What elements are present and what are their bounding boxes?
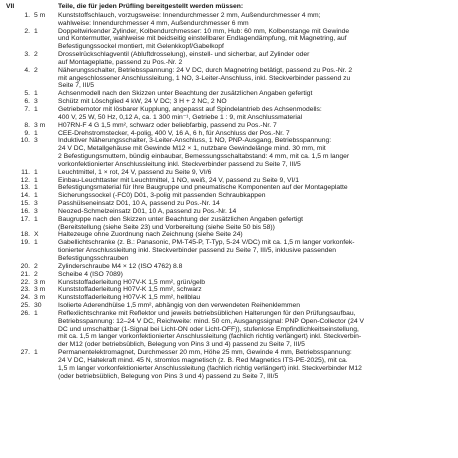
item-number: 3. <box>24 51 30 59</box>
item-description-line: 400 V, 25 W, 50 Hz, 0,12 A, ca. 1 300 min⁻¹, Getriebe 1 : 9, mit Anschlussmaterial <box>58 113 303 121</box>
item-quantity: 2 <box>34 270 38 278</box>
item-quantity: 1 <box>34 215 38 223</box>
item-quantity: 1 <box>34 192 38 200</box>
item-quantity: 1 <box>34 184 38 192</box>
item-description-line: Kunststoffaderleitung H07V-K 1,5 mm², grün/gelb <box>58 278 205 286</box>
list-item <box>4 177 454 185</box>
item-description-line: Seite 7, III/5 <box>58 82 95 90</box>
item-description-line: Leuchtmittel, 1 × rot, 24 V, passend zu Seite 9, VI/6 <box>58 168 212 176</box>
item-quantity: 1 <box>34 176 38 184</box>
item-description-line: (oder betriebsüblich, Belegung von Pins 3 und 4) passend zu Seite 7, III/5 <box>58 372 279 380</box>
item-description <box>58 98 454 106</box>
item-number: 9. <box>24 129 30 137</box>
item-number: 23. <box>20 286 30 294</box>
list-item <box>4 90 454 98</box>
list-item <box>4 294 454 302</box>
parts-list <box>4 12 454 381</box>
item-quantity: 30 <box>34 302 42 310</box>
item-description <box>58 137 454 168</box>
list-item <box>4 51 454 67</box>
list-item <box>4 192 454 200</box>
item-description-line: und Kontermutter, wahlweise mit beidseitig einstellbarer Endlagendämpfung, mit Magnetring, auf <box>58 35 347 43</box>
item-description <box>58 67 454 91</box>
item-description-line: H07RN-F 4 G 1,5 mm², schwarz oder beliebfarbig, passend zu Pos.-Nr. 7 <box>58 121 277 129</box>
list-item <box>4 28 454 52</box>
item-description-line: Haltezeuge ohne Zuordnung nach Zeichnung (siehe Seite 24) <box>58 231 243 239</box>
item-description <box>58 231 454 239</box>
item-description-line: 1,5 m langer vorkonfektionierter Anschlussleitung (fachlich richtig verlängert) inkl. Steckverbinder M12 <box>58 364 362 372</box>
list-item <box>4 279 454 287</box>
item-number: 12. <box>20 176 30 184</box>
item-description-line: auf Montageplatte, passend zu Pos.-Nr. 2 <box>58 58 183 66</box>
item-description-line: 24 V DC, Haltekraft mind. 45 N, stromlos magnetisch (z. B. Red Magnetics ITS-PE-2025), mit ca. <box>58 356 348 364</box>
item-number: 1. <box>24 11 30 19</box>
item-description-line: Neozed-Schmelzeinsatz D01, 10 A, passend zu Pos.-Nr. 14 <box>58 207 237 215</box>
item-number: 7. <box>24 105 30 113</box>
item-number: 17. <box>20 215 30 223</box>
item-description-line: Passhülseneinsatz D01, 10 A, passend zu Pos.-Nr. 14 <box>58 200 220 208</box>
item-description <box>58 51 454 67</box>
item-description <box>58 177 454 185</box>
item-quantity: X <box>34 231 39 239</box>
item-description-line: Getriebemotor mit lösbarer Kupplung, angepasst auf Spindelantrieb des Achsenmodells: <box>58 105 322 113</box>
item-description <box>58 90 454 98</box>
item-description-line: Isolierte Aderendhülse 1,5 mm², abhängig von den verwendeten Reihenklemmen <box>58 302 301 310</box>
item-description <box>58 310 454 349</box>
item-quantity: 2 <box>34 51 38 59</box>
item-description-line: Kunststoffaderleitung H07V-K 1,5 mm², schwarz <box>58 286 202 294</box>
list-item <box>4 67 454 91</box>
item-description <box>58 294 454 302</box>
item-description-line: mit ca. 1,5 m langer vorkonfektionierter Anschlussleitung (fachlich richtig verlängert) inkl. Steckverbin- <box>58 333 362 341</box>
item-description <box>58 302 454 310</box>
list-item <box>4 239 454 263</box>
item-description-line: Näherungsschalter, Betriebsspannung: 24 V DC, durch Magnetring betätigt, passend zu Pos.-Nr. 2 <box>58 66 353 74</box>
item-number: 8. <box>24 121 30 129</box>
list-item <box>4 184 454 192</box>
item-description-line: Kunststoffschlauch, vorzugsweise: Innendurchmesser 2 mm, Außendurchmesser 4 mm; <box>58 11 321 19</box>
item-number: 22. <box>20 278 30 286</box>
item-description-line: Einbau-Leuchttaster mit Leuchtmittel, 1 NO, weiß, 24 V, passend zu Seite 9, VI/1 <box>58 176 300 184</box>
item-quantity: 1 <box>34 168 38 176</box>
item-description <box>58 216 454 232</box>
list-item <box>4 231 454 239</box>
item-quantity: 1 <box>34 129 38 137</box>
list-item <box>4 302 454 310</box>
item-quantity: 1 <box>34 105 38 113</box>
item-description-line: Permanentelektromagnet, Durchmesser 20 mm, Höhe 25 mm, Gewinde 4 mm, Betriebsspannung: <box>58 349 352 357</box>
item-quantity: 3 <box>34 98 38 106</box>
item-quantity: 1 <box>34 239 38 247</box>
item-quantity: 1 <box>34 309 38 317</box>
list-item <box>4 310 454 349</box>
list-item <box>4 98 454 106</box>
item-description <box>58 106 454 122</box>
item-description <box>58 271 454 279</box>
item-number: 10. <box>20 137 30 145</box>
item-quantity: 1 <box>34 90 38 98</box>
list-item <box>4 286 454 294</box>
item-quantity: 3 <box>34 207 38 215</box>
item-description <box>58 122 454 130</box>
item-description <box>58 349 454 380</box>
list-item <box>4 216 454 232</box>
item-number: 26. <box>20 309 30 317</box>
item-quantity: 3 <box>34 137 38 145</box>
item-description-line: 24 V DC, Metallgehäuse mit Gewinde M12 × 1, nutzbare Gewindelänge mind. 30 mm, mit <box>58 145 326 153</box>
item-description <box>58 130 454 138</box>
item-description-line: Gabellichtschranke (z. B.: Panasonic, PM-T45-P, T-Typ, 5-24 V/DC) mit ca. 1,5 m langer vorkonfek- <box>58 239 355 247</box>
item-description-line: Doppeltwirkender Zylinder, Kolbendurchmesser: 10 mm, Hub: 60 mm, Kolbenstange mit Gewinde <box>58 27 350 35</box>
item-number: 16. <box>20 207 30 215</box>
list-item <box>4 200 454 208</box>
item-description <box>58 263 454 271</box>
item-description-line: der M12 (oder betriebsüblich, Belegung von Pins 3 und 4) passend zu Seite 7, III/5 <box>58 341 305 349</box>
list-item <box>4 106 454 122</box>
item-number: 24. <box>20 294 30 302</box>
item-quantity: 3 m <box>34 121 46 129</box>
item-quantity: 5 m <box>34 11 46 19</box>
item-description <box>58 279 454 287</box>
item-quantity: 3 <box>34 200 38 208</box>
item-number: 20. <box>20 262 30 270</box>
item-number: 6. <box>24 98 30 106</box>
list-item <box>4 122 454 130</box>
item-number: 13. <box>20 184 30 192</box>
item-number: 18. <box>20 231 30 239</box>
item-description <box>58 184 454 192</box>
item-quantity: 1 <box>34 349 38 357</box>
item-number: 4. <box>24 66 30 74</box>
item-description-line: Betriebsspannung: 12–24 V DC, Reichweite: mind. 50 cm, Ausgangssignal: PNP Open-Collector (24 V <box>58 317 365 325</box>
item-description <box>58 208 454 216</box>
list-item <box>4 349 454 380</box>
item-description-line: Befestigungsschrauben <box>58 255 129 262</box>
list-item <box>4 271 454 279</box>
item-description <box>58 239 454 263</box>
item-quantity: 1 <box>34 27 38 35</box>
item-description <box>58 12 454 28</box>
item-description <box>58 286 454 294</box>
list-item <box>4 12 454 28</box>
item-quantity: 3 m <box>34 278 46 286</box>
item-number: 2. <box>24 27 30 35</box>
item-description-line: Kunststoffaderleitung H07V-K 1,5 mm², hellblau <box>58 294 201 302</box>
item-number: 27. <box>20 349 30 357</box>
item-description-line: Befestigungsmaterial für Ihre Baugruppe und pneumatische Komponenten auf der Montageplatte <box>58 184 348 192</box>
item-description-line: Scheibe 4 (ISO 7089) <box>58 270 123 278</box>
item-description-line: Sicherungssockel (-FC0) D01, 3-polig mit passenden Schraubkappen <box>58 192 266 200</box>
item-number: 19. <box>20 239 30 247</box>
item-description-line: CEE-Drehstromstecker, 4-polig, 400 V, 16 A, 6 h, für Anschluss der Pos.-Nr. 7 <box>58 129 290 137</box>
item-quantity: 2 <box>34 262 38 270</box>
section-number: VII <box>6 3 15 10</box>
item-description-line: tionierter Anschlussleitung inkl. Steckverbinder passend zu Seite 7, III/5, inklusive passenden <box>58 247 337 255</box>
item-description-line: (Bereitstellung (siehe Seite 23) und Vorbereitung (siehe Seite 50 bis 58)) <box>58 223 275 231</box>
item-description <box>58 200 454 208</box>
item-description-line: 2 Befestigungsmuttern, bündig einbaubar, Bemessungsschaltabstand: 4 mm, mit ca. 1,5 m langer <box>58 153 350 161</box>
item-description-line: Induktiver Näherungsschalter, 3-Leiter-Anschluss, 1 NO, PNP-Ausgang, Betriebsspannung: <box>58 137 332 145</box>
item-number: 15. <box>20 200 30 208</box>
item-description-line: DC und umschaltbar (1-Signal bei Licht-ON oder Licht-OFF)), stufenlose Empfindlichkeitseinstellung, <box>58 325 359 333</box>
item-description-line: Baugruppe nach den Skizzen unter Beachtung der zusätzlichen Angaben gefertigt <box>58 215 304 223</box>
item-number: 14. <box>20 192 30 200</box>
list-item <box>4 169 454 177</box>
item-number: 5. <box>24 90 30 98</box>
item-number: 21. <box>20 270 30 278</box>
item-quantity: 3 m <box>34 294 46 302</box>
item-description-line: wahlweise: Innendurchmesser 4 mm, Außendurchmesser 6 mm <box>58 19 249 27</box>
item-description-line: Zylinderschraube M4 × 12 (ISO 4762) 8.8 <box>58 262 183 270</box>
list-item <box>4 263 454 271</box>
item-description-line: Reflexlichtschranke mit Reflektor und jeweils betriebsüblichen Halterungen für den Prüfungsaufbau, <box>58 309 356 317</box>
section-header <box>4 3 454 11</box>
item-number: 11. <box>21 168 30 176</box>
item-description-line: Befestigungssockel montiert, mit Gelenkkopf/Gabelkopf <box>58 43 224 51</box>
list-item <box>4 208 454 216</box>
section-title: Teile, die für jeden Prüfling bereitgestellt werden müssen: <box>58 3 244 10</box>
item-description-line: mit angeschlossener Anschlussleitung, 1 NO, 3-Leiter-Anschluss, inkl. Steckverbinder passend zu <box>58 74 351 82</box>
item-quantity: 3 m <box>34 286 46 294</box>
item-description <box>58 169 454 177</box>
item-description <box>58 28 454 52</box>
item-description-line: Drosselrückschlagventil (Abluftdrosselung), einstell- und sicherbar, auf Zylinder oder <box>58 51 310 59</box>
list-item <box>4 130 454 138</box>
item-description <box>58 192 454 200</box>
item-quantity: 2 <box>34 66 38 74</box>
item-description-line: vorkonfektionierter Anschlussleitung inkl. Steckverbinder passend zu Seite 7, III/5 <box>58 160 301 168</box>
list-item <box>4 137 454 168</box>
item-number: 25. <box>20 302 30 310</box>
item-description-line: Schütz mit Löschglied 4 kW, 24 V DC; 3 H + 2 NC, 2 NO <box>58 98 227 106</box>
item-description-line: Achsenmodell nach den Skizzen unter Beachtung der zusätzlichen Angaben gefertigt <box>58 90 313 98</box>
